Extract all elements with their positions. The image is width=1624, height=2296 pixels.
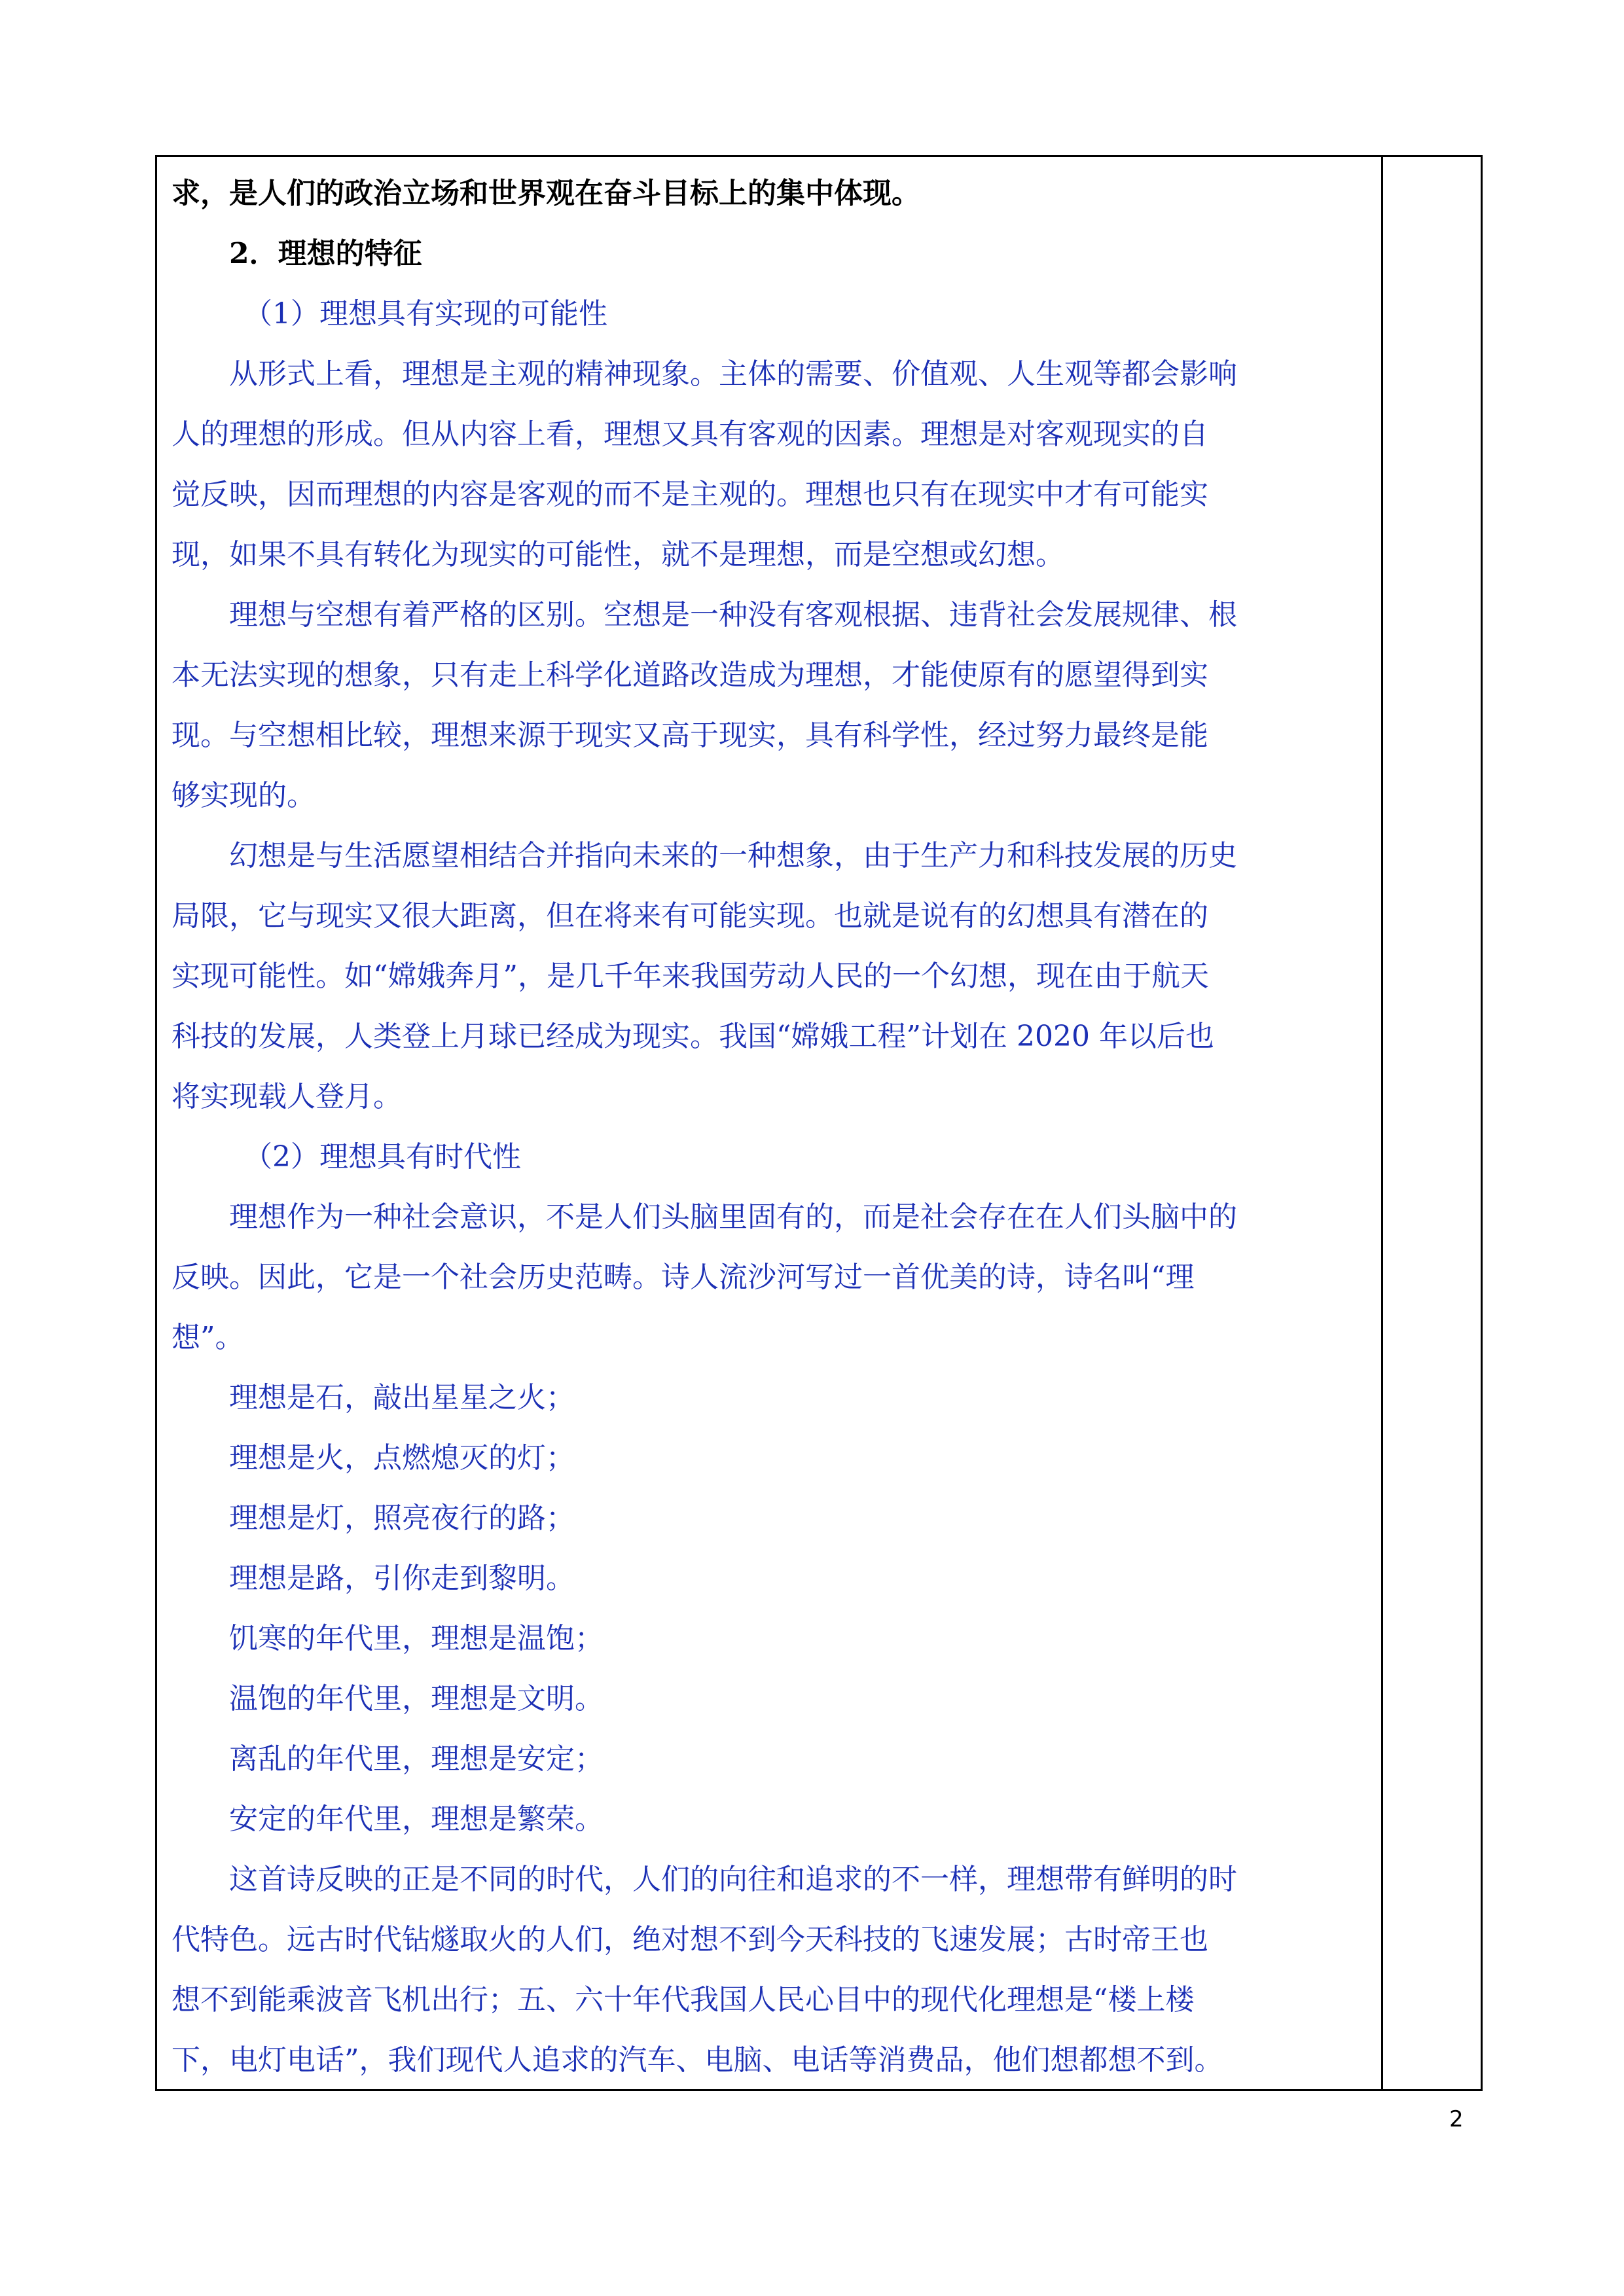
text-line: 现，如果不具有转化为现实的可能性，就不是理想，而是空想或幻想。 — [171, 538, 1064, 571]
text-line: 科技的发展，人类登上月球已经成为现实。我国“嫦娥工程”计划在 2020 年以后也 — [171, 1020, 1214, 1053]
section-heading: 2．理想的特征 — [229, 237, 422, 270]
text-line: 这首诗反映的正是不同的时代，人们的向往和追求的不一样，理想带有鲜明的时 — [229, 1863, 1237, 1896]
text-line: 理想作为一种社会意识，不是人们头脑里固有的，而是社会存在在人们头脑中的 — [229, 1200, 1237, 1234]
text-line: 够实现的。 — [171, 779, 316, 812]
text-line: 从形式上看，理想是主观的精神现象。主体的需要、价值观、人生观等都会影响 — [229, 357, 1237, 391]
text-line: 将实现载人登月。 — [171, 1080, 402, 1113]
text-line: 反映。因此，它是一个社会历史范畴。诗人流沙河写过一首优美的诗，诗名叫“理 — [171, 1261, 1195, 1294]
text-line: 人的理想的形成。但从内容上看，理想又具有客观的因素。理想是对客观现实的自 — [171, 418, 1208, 451]
text-line: 实现可能性。如“嫦娥奔月”，是几千年来我国劳动人民的一个幻想，现在由于航天 — [171, 960, 1209, 993]
subsection-heading: （1）理想具有实现的可能性 — [244, 297, 607, 331]
text-line: 局限，它与现实又很大距离，但在将来有可能实现。也就是说有的幻想具有潜在的 — [171, 899, 1208, 933]
column-divider — [1381, 155, 1383, 2091]
poem-line: 离乱的年代里，理想是安定； — [229, 1742, 604, 1776]
poem-line: 理想是路，引你走到黎明。 — [229, 1562, 575, 1595]
poem-line: 理想是石，敲出星星之火； — [229, 1381, 575, 1414]
text-line: 想”。 — [171, 1321, 244, 1354]
text-line: 求，是人们的政治立场和世界观在奋斗目标上的集中体现。 — [171, 177, 920, 210]
poem-line: 理想是灯，照亮夜行的路； — [229, 1501, 575, 1535]
text-line: 理想与空想有着严格的区别。空想是一种没有客观根据、违背社会发展规律、根 — [229, 598, 1237, 632]
text-line: 代特色。远古时代钻燧取火的人们，绝对想不到今天科技的飞速发展；古时帝王也 — [171, 1923, 1208, 1956]
page-number: 2 — [1449, 2106, 1464, 2132]
poem-line: 安定的年代里，理想是繁荣。 — [229, 1803, 604, 1836]
text-line: 现。与空想相比较，理想来源于现实又高于现实，具有科学性，经过努力最终是能 — [171, 719, 1208, 752]
poem-line: 温饱的年代里，理想是文明。 — [229, 1682, 604, 1715]
poem-line: 理想是火，点燃熄灭的灯； — [229, 1441, 575, 1475]
text-line: 下，电灯电话”，我们现代人追求的汽车、电脑、电话等消费品，他们想都想不到。 — [171, 2043, 1223, 2077]
text-line: 觉反映，因而理想的内容是客观的而不是主观的。理想也只有在现实中才有可能实 — [171, 478, 1208, 511]
text-line: 幻想是与生活愿望相结合并指向未来的一种想象，由于生产力和科技发展的历史 — [229, 839, 1237, 872]
document-body — [171, 164, 1371, 2090]
subsection-heading: （2）理想具有时代性 — [244, 1140, 521, 1174]
text-line: 想不到能乘波音飞机出行；五、六十年代我国人民心目中的现代化理想是“楼上楼 — [171, 1983, 1195, 2017]
poem-line: 饥寒的年代里，理想是温饱； — [229, 1622, 604, 1655]
text-line: 本无法实现的想象，只有走上科学化道路改造成为理想，才能使原有的愿望得到实 — [171, 658, 1208, 692]
